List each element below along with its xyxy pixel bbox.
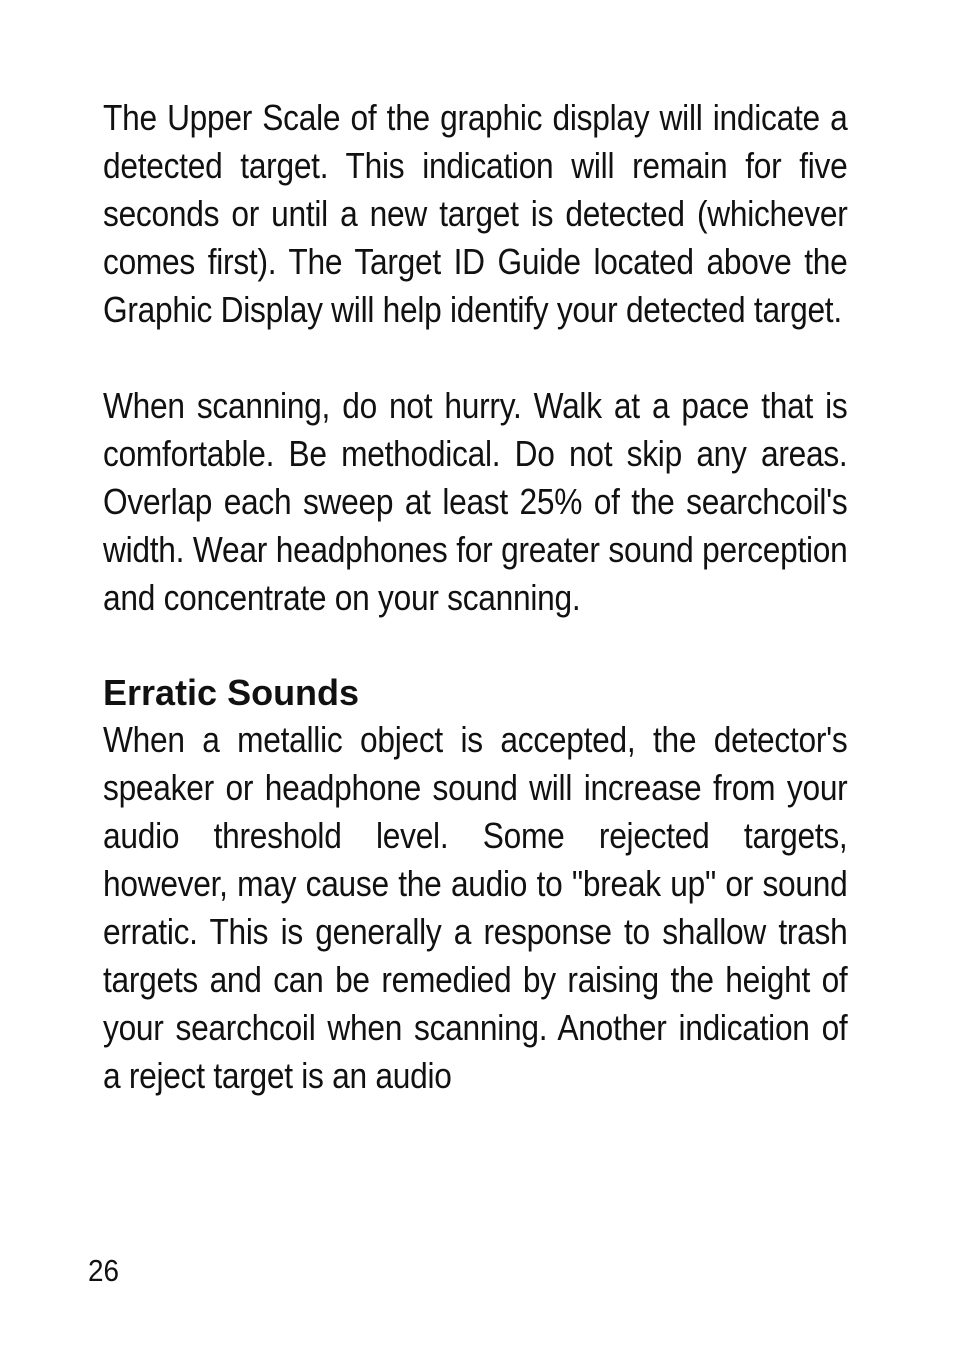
- page-number: 26: [88, 1253, 120, 1288]
- section-heading-erratic-sounds: Erratic Sounds: [103, 672, 360, 713]
- paragraph-scanning: When scanning, do not hurry. Walk at a pace that is comfortable. Be methodical. Do not skip any areas. Overlap each sweep at least 25% of the searchcoil's width. Wear headphones for greater sound perception and concentrate on your scanning.: [103, 385, 848, 618]
- page-content: [103, 94, 848, 1100]
- paragraph-upper-scale: The Upper Scale of the graphic display will indicate a detected target. This indication will remain for five seconds or until a new target is detected (whichever comes first). The Target ID Guide located above the Graphic Display will help identify your detected target.: [103, 97, 848, 330]
- paragraph-erratic-sounds: When a metallic object is accepted, the detector's speaker or headphone sound will increase from your audio threshold level. Some rejected targets, however, may cause the audio to "break up" or sound erratic. This is generally a response to shallow trash targets and can be remedied by raising the height of your searchcoil when scanning. Another indication of a reject target is an audio: [103, 719, 848, 1096]
